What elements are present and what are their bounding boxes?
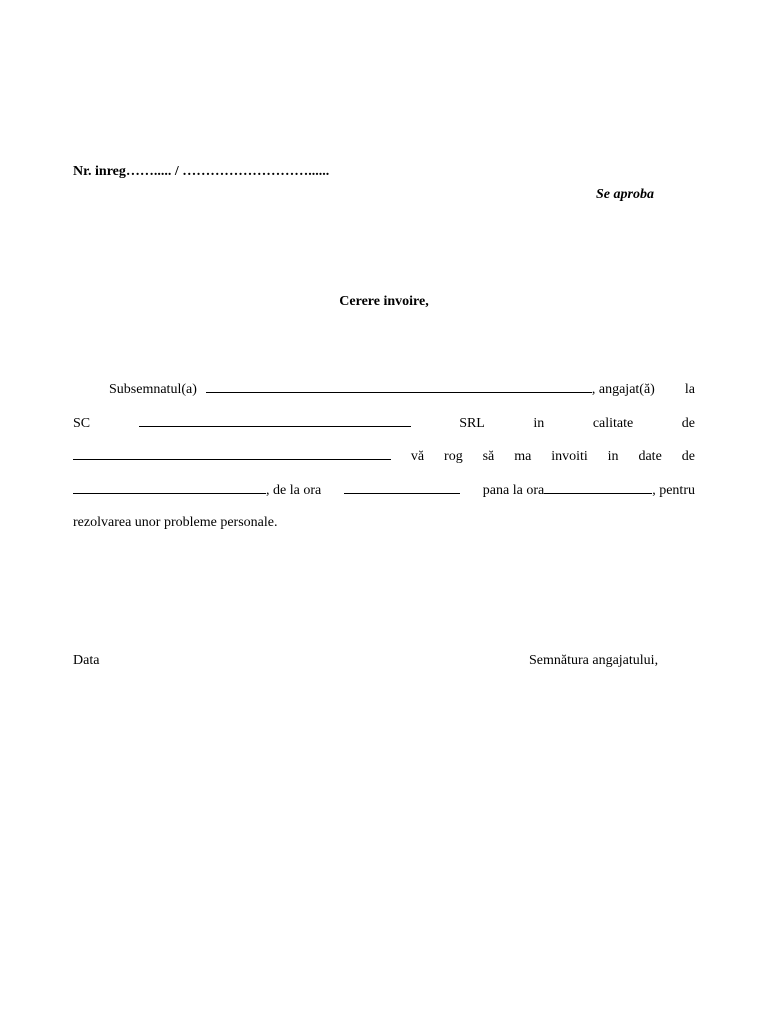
body-line-2 (73, 414, 695, 432)
la-label: la (684, 382, 695, 397)
start-time-blank-field[interactable] (344, 481, 460, 494)
body-line-4 (73, 481, 695, 499)
calitate-label: calitate (592, 416, 634, 431)
reason-text: rezolvarea unor probleme personale. (73, 515, 278, 530)
body-line-3 (73, 447, 695, 465)
pentru-label: , pentru (652, 483, 695, 498)
word-de: de (681, 449, 695, 464)
date-blank-field[interactable] (73, 481, 266, 494)
body-line-5 (73, 515, 695, 531)
word-va: vă (410, 449, 425, 464)
word-ma: ma (514, 449, 532, 464)
pana-la-ora-label: pana la ora (482, 483, 545, 498)
document-title: Cerere invoire, (339, 294, 429, 309)
in-label: in (533, 416, 545, 431)
subsemnatul-label: Subsemnatul(a) (109, 382, 197, 397)
angajat-label: , angajat(ă) (591, 382, 655, 397)
srl-label: SRL (459, 416, 485, 431)
approval-label: Se aproba (596, 187, 654, 202)
company-blank-field[interactable] (139, 414, 411, 427)
word-invoiti: invoiti (551, 449, 588, 464)
body-line-1 (73, 380, 695, 398)
name-blank-field[interactable] (206, 380, 592, 393)
sc-label: SC (73, 416, 91, 431)
date-label: Data (73, 653, 100, 668)
word-sa: să (482, 449, 495, 464)
end-time-blank-field[interactable] (544, 481, 652, 494)
de-label: de (681, 416, 695, 431)
registration-number-line: Nr. inreg……..... / ………………………...... (73, 164, 330, 179)
signature-label: Semnătura angajatului, (529, 653, 659, 668)
de-la-ora-label: , de la ora (266, 483, 322, 498)
word-rog: rog (444, 449, 463, 464)
word-date: date (638, 449, 662, 464)
word-in: in (607, 449, 619, 464)
position-blank-field[interactable] (73, 447, 391, 460)
